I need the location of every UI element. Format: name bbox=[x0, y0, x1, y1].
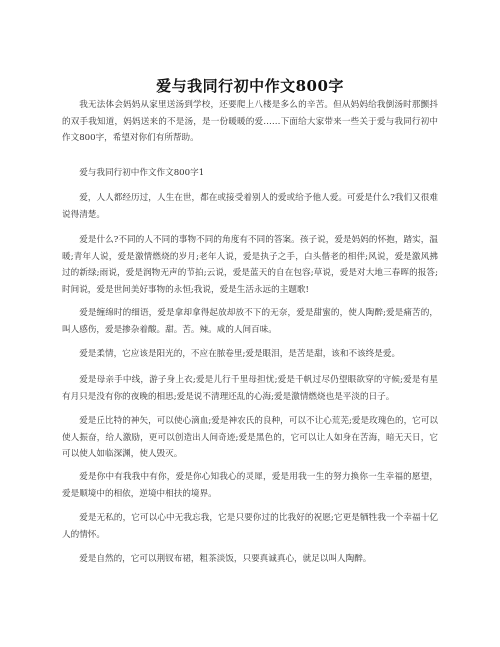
section-heading: 爱与我同行初中作文作文800字1 bbox=[79, 168, 205, 178]
document-title: 爱与我同行初中作文800字 bbox=[156, 77, 344, 95]
intro-paragraph: 我无法体会妈妈从家里送汤到学校，还要爬上八楼是多么的辛苦。但从妈妈给我倒汤时那颤抖的双手我知道，妈妈送来的不是汤，是一份暖暖的爱……下面给大家带来一些关于爱与我同行初中作文800字，希望对你们有所帮助。 bbox=[62, 100, 438, 143]
body-paragraph: 爱是丘比特的神矢，可以使心滴血;爱是神农氏的良种，可以不让心荒芜;爱是玫瑰色的，它可以使人振奋，给人激励，更可以创造出人间奇迹;爱是黑色的，它可以让人如身在苦海，暗无天日，它可以使人如临深渊，使人毁灭。 bbox=[62, 416, 438, 459]
body-paragraph: 爱是无私的，它可以心中无我忘我，它是只要你过的比我好的祝愿;它更是牺牲我一个幸福十亿人的情怀。 bbox=[62, 513, 438, 540]
body-paragraph: 爱是柔情，它应该是阳光的，不应在脓卷里;爱是眼泪，是苦是甜，该和不该终是爱。 bbox=[79, 349, 401, 359]
body-paragraph: 爱是你中有我我中有你，爱是你心知我心的灵犀，爱是用我一生的努力换你一生幸福的愿望，爱是顺境中的相依，逆境中相扶的境界。 bbox=[62, 472, 438, 499]
body-paragraph: 爱是什么?不同的人不同的事物不同的角度有不同的答案。孩子说，爱是妈妈的怀抱，踏实，温暖;青年人说，爱是激情燃烧的岁月;老年人说，爱是执子之手，白头偕老的相伴;风说，爱是激风拂过的新绿;雨说，爱是润物无声的节拍;云说，爱是蓝天的自在包容;草说，爱是对大地三春晖的报答;时间说，爱是世间美好事物的永恒;我说，爱是生活永远的主题歌! bbox=[62, 235, 438, 295]
body-paragraph: 爱是缠绵时的细语，爱是拿却拿得起放却放不下的无奈，爱是甜蜜的，使人陶醉;爱是痛苦的，叫人感伤，爱是掺杂着酸。甜。苦。辣。咸的人间百味。 bbox=[62, 308, 438, 335]
body-paragraph: 爱是母亲手中线，游子身上衣;爱是儿行千里母担忧;爱是千帆过尽仍望眼欲穿的守候;爱是有星有月只是没有你的夜晚的相思;爱是说不清理还乱的心海;爱是激情燃烧也是平淡的日子。 bbox=[62, 375, 438, 402]
body-paragraph: 爱是自然的，它可以荆钗布裙，粗茶淡饭，只要真诚真心，就足以叫人陶醉。 bbox=[79, 554, 372, 564]
body-paragraph: 爱，人人都经历过，人生在世，都在或接受着别人的爱或给予他人爱。可爱是什么?我们又很难说得清楚。 bbox=[62, 193, 438, 220]
